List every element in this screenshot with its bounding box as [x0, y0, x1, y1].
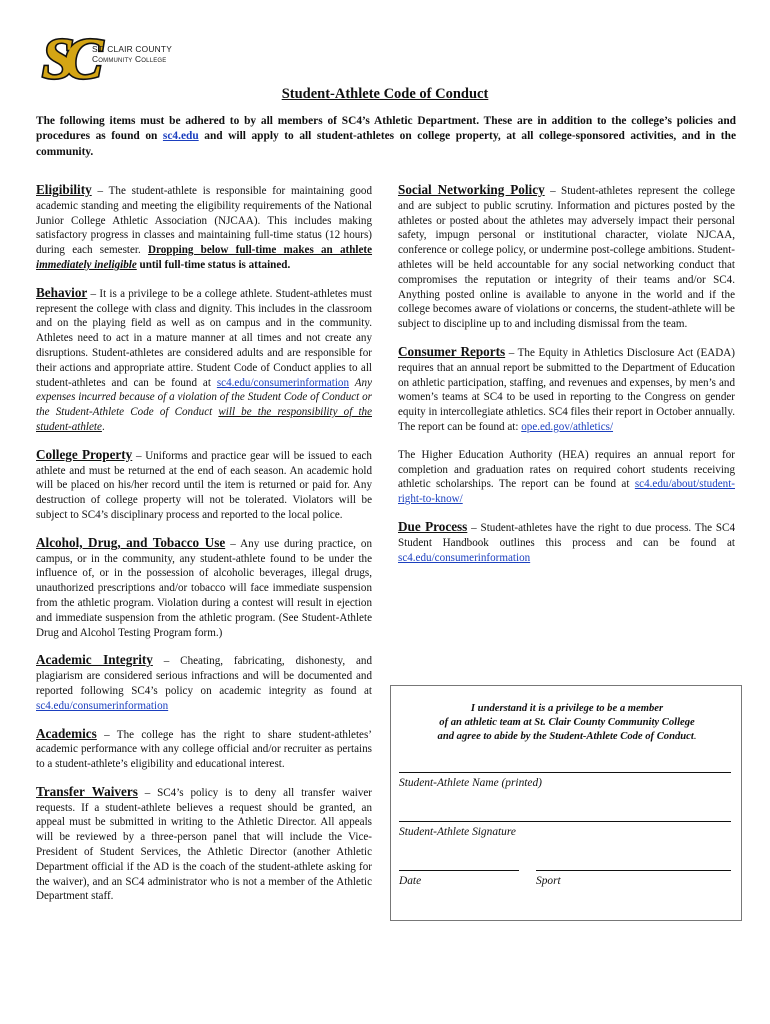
academic-integrity-section: Academic Integrity – Cheating, fabricating, dishonesty, and plagiarism are considered serious infractions and will be documented and reported following SC4’s policy on academic integrity as found at sc4.edu/consumerinformation: [36, 652, 372, 712]
consumerinformation-link[interactable]: sc4.edu/consumerinformation: [216, 376, 350, 389]
sport-label: Sport: [536, 875, 561, 887]
transfer-waivers-section: Transfer Waivers – SC4’s policy is to deny all transfer waiver requests. If a student-athlete believes a request should be granted, an appeal must be submitted in writing to the Athletic Director. All appeals will be reviewed by a three-person panel that will include the Vice-President of Student Services, the Athletic Director (another Athletic Department official if the AD is the coach of the student-athlete asking for the waiver), and an SC4 administrator who is not a member of the Athletic Department staff.: [36, 783, 373, 903]
alcohol-section: Alcohol, Drug, and Tobacco Use – Any use during practice, on campus, or in the community, any student-athlete found to be under the influence of, or in the possession of alcoholic beverages, illegal drugs, unauthorized prescriptions and/or tobacco will face immediate suspension from the athletic program. Violation during a contest will result in ejection and immediate suspension from the athletic program. (See Student-Athlete Drug and Alcohol Testing Program form.): [36, 534, 372, 639]
eligibility-heading: Eligibility: [36, 182, 92, 197]
svg-text:SC: SC: [42, 26, 93, 88]
date-line[interactable]: [399, 870, 519, 871]
date-label: Date: [399, 875, 422, 887]
name-label: Student-Athlete Name (printed): [399, 777, 542, 789]
college-property-heading: College Property: [36, 446, 133, 462]
social-networking-section: Social Networking Policy – Student-athletes represent the college and are subject to public scrutiny. Information and pictures posted by the athletes or posted about the athletes may adversely impact their personal safety, impugn personal or institutional character, violate NJCAA, conference or college policy, or undermine post-college ambitions. Student-athletes will be held accountable for any social networking conduct that compromises the reputation or integrity of their teams and/or SC4. Anything posted online is available to anyone in the world and if the college becomes aware of violations or concerns, the student-athlete will be subject to discipline up to and including dismissal from the team.: [398, 182, 735, 331]
sport-line[interactable]: [536, 870, 731, 871]
right-column: [398, 183, 735, 565]
left-column: [36, 183, 372, 904]
sc4-link[interactable]: sc4.edu: [162, 130, 199, 143]
name-line[interactable]: [399, 772, 731, 773]
academics-section: Academics – The college has the right to share student-athletes’ academic performance with any college official and/or recruiter as pertains to a student-athlete’s eligibility and educational interest.: [36, 725, 372, 771]
college-property-section: College Property – Uniforms and practice gear will be issued to each athlete and must be returned at the end of each season. An academic hold will be placed on his/her record until the item is returned or paid for. Any destruction of college property will not be tolerated. Violators will be subject to SC4’s disciplinary process and reported to the local police.: [36, 446, 372, 521]
academics-heading: Academics: [36, 725, 97, 741]
right-to-know-link[interactable]: sc4.edu/about/student-right-to-know/: [398, 478, 735, 506]
integrity-link[interactable]: sc4.edu/consumerinformation: [36, 699, 169, 712]
logo-line1: ST. CLAIR COUNTY: [92, 44, 172, 54]
transfer-waivers-heading: Transfer Waivers: [36, 783, 138, 799]
signature-box: [390, 685, 742, 921]
alcohol-heading: Alcohol, Drug, and Tobacco Use: [36, 534, 226, 550]
behavior-section: Behavior – It is a privilege to be a college athlete. Student-athletes must represent the college with class and dignity. This includes in the classroom and on the playing field as well as on campus and in the community. Athletes need to act in a mature manner at all times and not create any disruptions. Student-athletes are considered adults and are responsible for their actions and appropriate attire. Student Code of Conduct applies to all student-athletes and can be found at sc4.edu/consumerinformation Any expenses incurred because of a violation of the Student Code of Conduct or the Student-Athlete Code of Conduct will be the responsibility of the student-athlete.: [36, 284, 372, 433]
acknowledgement-text: I understand it is a privilege to be a member of an athletic team at St. Clair County Community College and agree to abide by the Student-Athlete Code of Conduct.: [437, 703, 697, 742]
consumer-reports-heading: Consumer Reports: [398, 343, 506, 359]
page-title: Student-Athlete Code of Conduct: [281, 86, 489, 102]
consumer-reports-section: Consumer Reports – The Equity in Athletics Disclosure Act (EADA) requires that an annual report be submitted to the Department of Education on athletic participation, staffing, and revenues and expenses, by men’s and women’s teams at SC4 to be used in reporting to the Congress on gender equity in intercollegiate athletics. SC4 files their report in October annually. The report can be found at: ope.ed.gov/athletics/: [398, 343, 736, 433]
behavior-heading: Behavior: [36, 284, 88, 300]
signature-label: Student-Athlete Signature: [399, 826, 516, 838]
eligibility-section: Eligibility – The student-athlete is responsible for maintaining good academic standing and meeting the eligibility requirements of the National Junior College Athletic Association (NJCAA). This includes making satisfactory progress in classes and maintaining full-time status (12 hours) during each semester. Dropping below full-time makes an athlete immediately ineligible until full-time status is attained.: [36, 182, 373, 271]
due-process-section: Due Process – Student-athletes have the right to due process. The SC4 Student Handbook outlines this process and can be found at sc4.edu/consumerinformation: [398, 518, 735, 564]
hea-section: The Higher Education Authority (HEA) requires an annual report for completion and graduation rates on required cohort students receiving athletic scholarships. The report can be found at sc4.edu/about/student-right-to-know/: [398, 448, 735, 506]
due-process-heading: Due Process: [398, 518, 468, 534]
academic-integrity-heading: Academic Integrity: [36, 652, 153, 668]
intro-paragraph: The following items must be adhered to by all members of SC4’s Athletic Department. These are in addition to the college’s policies and procedures as found on sc4.edu and will apply to all student-athletes on college property, at all college-sponsored activities, and in the community.: [36, 115, 736, 158]
due-process-link[interactable]: sc4.edu/consumerinformation: [398, 551, 531, 564]
logo-line2: Community College: [92, 54, 167, 64]
social-networking-heading: Social Networking Policy: [398, 182, 545, 197]
athletics-link[interactable]: ope.ed.gov/athletics/: [521, 420, 614, 433]
signature-line[interactable]: [399, 821, 731, 822]
